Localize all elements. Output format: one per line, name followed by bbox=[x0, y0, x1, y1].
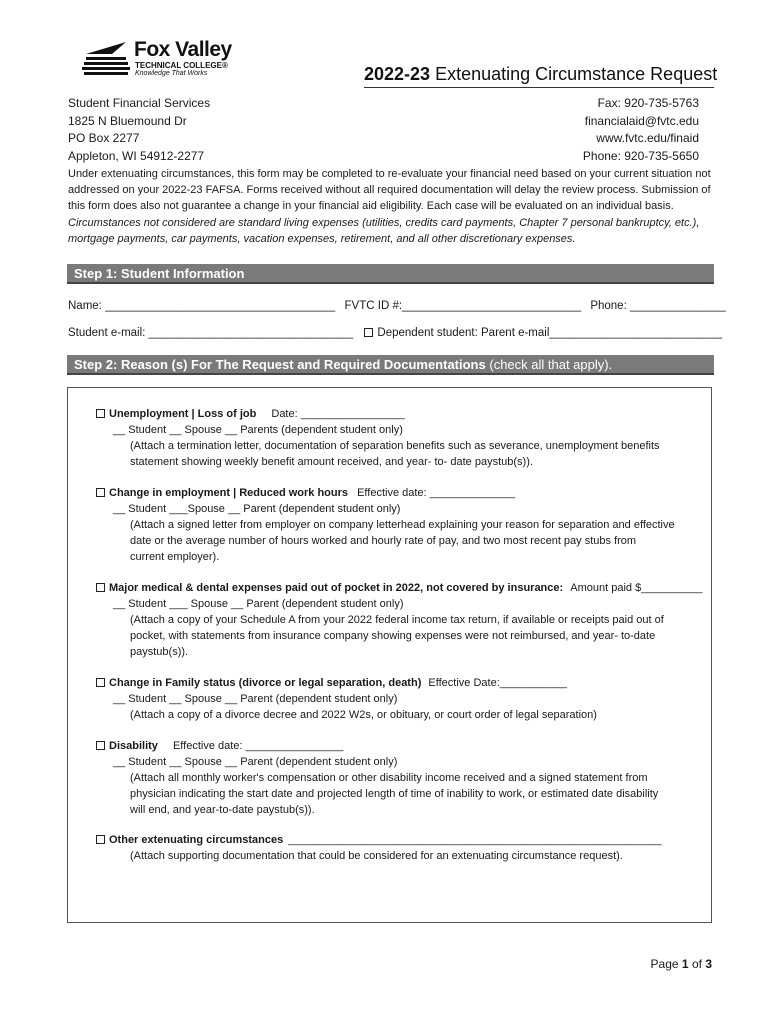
college-logo bbox=[82, 38, 242, 82]
logo-tagline: Knowledge That Works bbox=[135, 70, 208, 77]
fax-number: Fax: 920-735-5763 bbox=[597, 96, 699, 110]
address-line: PO Box 2277 bbox=[68, 131, 140, 145]
disability-attach-line: (Attach all monthly worker's compensation or other disability income received and a signed statement from bbox=[130, 772, 648, 784]
other-attach-line: (Attach supporting documentation that could be considered for an extenuating circumstance request). bbox=[130, 850, 623, 862]
medical-heading: Major medical & dental expenses paid out of pocket in 2022, not covered by insurance: Amount paid $__________ bbox=[96, 580, 702, 596]
intro-text: Under extenuating circumstances, this form may be completed to re-evaluate your financial need based on your current situation not addressed on your 2022-23 FAFSA. Forms received without all required documentation will delay the review process. Submission of this form does also not guarantee a change in your financial aid eligibility. Each case will be evaluated on an individual basis. bbox=[68, 168, 711, 213]
employment-change-attach-line: current employer). bbox=[130, 551, 220, 563]
dependent-parent-email-field[interactable]: Dependent student: Parent e-mail___________________________ bbox=[377, 327, 723, 339]
employment-change-checkbox[interactable] bbox=[96, 488, 105, 497]
disability-attach-line: physician indicating the start date and projected length of time of inability to work, or estimated date disability bbox=[130, 788, 659, 800]
employment-change-who[interactable]: __ Student ___Spouse __ Parent (dependent student only) bbox=[113, 503, 401, 515]
logo-name: Fox Valley bbox=[134, 38, 232, 61]
family-status-who[interactable]: __ Student __ Spouse __ Parent (dependent student only) bbox=[113, 693, 398, 705]
step2-title: Step 2: Reason (s) For The Request and Required Documentations bbox=[74, 357, 486, 372]
medical-amount-field[interactable]: Amount paid $__________ bbox=[570, 582, 703, 594]
medical-attach-line: paystub(s)). bbox=[130, 646, 189, 658]
medical-checkbox[interactable] bbox=[96, 583, 105, 592]
intro-exclusions: Circumstances not considered are standard living expenses (utilities, credits card payments, Chapter 7 personal bankruptcy, etc.), mortgage payments, car payments, vacation expenses, retirement, and all other discretionary expenses. bbox=[68, 216, 700, 245]
family-status-date-field[interactable]: Effective Date:___________ bbox=[428, 677, 568, 689]
address-line: Student Financial Services bbox=[68, 96, 211, 110]
email-address[interactable]: financialaid@fvtc.edu bbox=[584, 113, 699, 128]
address-line: Appleton, WI 54912-2277 bbox=[68, 148, 205, 163]
name-field[interactable]: Name: ____________________________________ bbox=[68, 300, 336, 312]
step2-note: (check all that apply). bbox=[489, 357, 613, 372]
page-number: Page 1 of 3 bbox=[650, 957, 712, 971]
step2-header bbox=[67, 355, 714, 375]
family-status-heading: Change in Family status (divorce or legal separation, death) Effective Date:___________ bbox=[96, 675, 567, 691]
unemployment-checkbox[interactable] bbox=[96, 409, 105, 418]
step1-row2 bbox=[68, 327, 722, 339]
student-email-field[interactable]: Student e-mail: ________________________________ bbox=[68, 327, 354, 339]
disability-who[interactable]: __ Student __ Spouse __ Parent (dependent student only) bbox=[113, 756, 398, 768]
employment-change-attach-line: (Attach a signed letter from employer on company letterhead explaining your reason for separation and effective bbox=[130, 519, 675, 531]
address-line: 1825 N Bluemound Dr bbox=[68, 113, 187, 128]
unemployment-attach-line: (Attach a termination letter, documentation of separation benefits such as severance, unemployment benefits bbox=[130, 440, 660, 452]
unemployment-date-field[interactable]: Date: _________________ bbox=[271, 408, 405, 420]
office-address bbox=[68, 95, 210, 165]
title-underline bbox=[364, 87, 714, 88]
dependent-student-checkbox[interactable] bbox=[364, 328, 373, 337]
title-year: 2022-23 bbox=[364, 64, 431, 84]
unemployment-who[interactable]: __ Student __ Spouse __ Parents (dependent student only) bbox=[113, 424, 403, 436]
employment-change-attach-line: date or the average number of hours worked and hourly rate of pay, and two most recent pay stubs from bbox=[130, 535, 637, 547]
disability-date-field[interactable]: Effective date: ________________ bbox=[172, 740, 344, 752]
disability-attach-line: will end, and year-to-date paystub(s)). bbox=[130, 804, 315, 816]
unemployment-heading: Unemployment | Loss of job Date: _________________ bbox=[96, 406, 405, 422]
phone-field[interactable]: Phone: _______________ bbox=[590, 300, 726, 312]
medical-attach-line: (Attach a copy of your Schedule A from your 2022 federal income tax return, if available or receipts paid out of bbox=[130, 614, 664, 626]
unemployment-attach-line: statement showing weekly benefit amount received, and year- to- date paystub(s)). bbox=[130, 456, 533, 468]
disability-heading: Disability Effective date: ________________ bbox=[96, 738, 343, 754]
contact-info bbox=[583, 95, 699, 165]
medical-attach-line: pocket, with statements from insurance company showing expenses were not reimbursed, and year- to-date bbox=[130, 630, 656, 642]
disability-checkbox[interactable] bbox=[96, 741, 105, 750]
website-link[interactable]: www.fvtc.edu/finaid bbox=[596, 131, 699, 145]
other-checkbox[interactable] bbox=[96, 835, 105, 844]
fvtc-id-field[interactable]: FVTC ID #:____________________________ bbox=[344, 300, 582, 312]
medical-who[interactable]: __ Student ___ Spouse __ Parent (dependent student only) bbox=[113, 598, 404, 610]
step1-row1 bbox=[68, 300, 726, 312]
step1-header: Step 1: Student Information bbox=[67, 264, 714, 284]
fox-logo-icon bbox=[82, 40, 132, 80]
title-text: Extenuating Circumstance Request bbox=[435, 64, 718, 84]
family-status-checkbox[interactable] bbox=[96, 678, 105, 687]
logo-subtitle: TECHNICAL COLLEGE® bbox=[135, 61, 228, 70]
intro-paragraph bbox=[68, 166, 712, 247]
employment-change-date-field[interactable]: Effective date: ______________ bbox=[357, 487, 516, 499]
family-status-attach-line: (Attach a copy of a divorce decree and 2022 W2s, or obituary, or court order of legal separation) bbox=[130, 709, 597, 721]
employment-change-heading: Change in employment | Reduced work hours Effective date: ______________ bbox=[96, 485, 515, 501]
other-heading: Other extenuating circumstances _____________________________________________________________ bbox=[96, 832, 661, 848]
other-description-field[interactable]: _____________________________________________________________ bbox=[288, 834, 662, 846]
phone-number: Phone: 920-735-5650 bbox=[582, 148, 699, 163]
form-title bbox=[364, 64, 717, 85]
